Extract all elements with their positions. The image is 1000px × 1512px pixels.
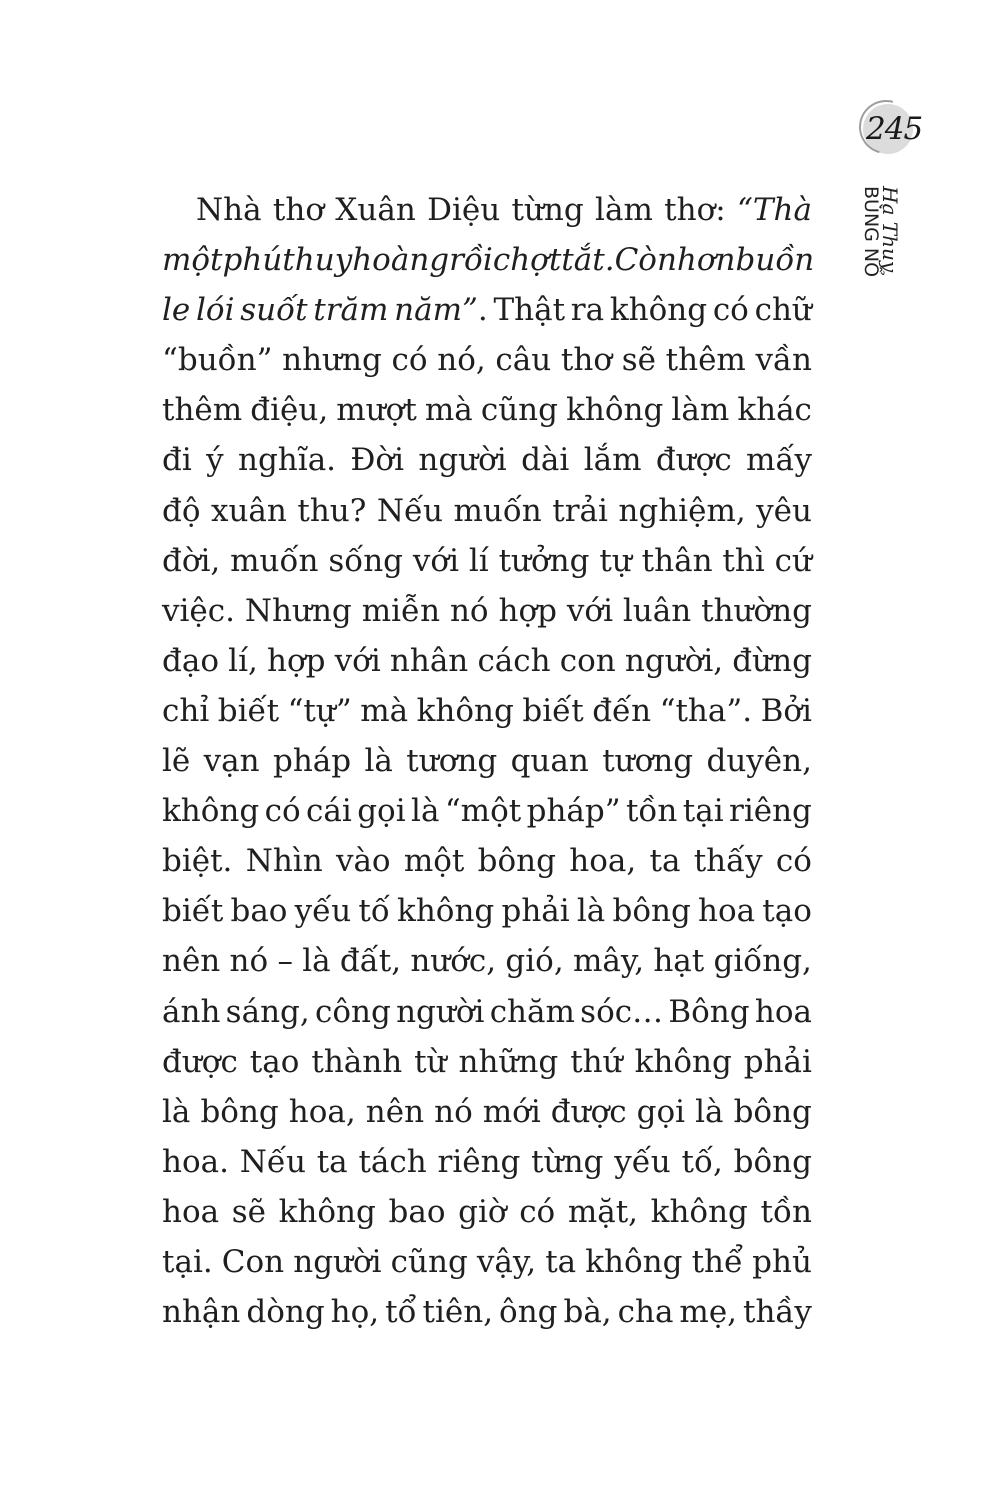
word: hoa, [288,1093,356,1130]
word: ánh [162,993,221,1030]
word: tiên, [422,1294,494,1331]
word: nghĩa. [238,442,337,479]
word: mấy [746,442,812,479]
word: nghiệm, [618,492,746,529]
word: Nếu [376,492,444,529]
word: biết [522,692,584,729]
word: yếu [294,893,352,930]
word: muốn [230,542,319,579]
word: chợt [492,242,562,279]
word: trải [552,492,608,529]
word: tương [602,743,694,780]
word: riêng [437,1143,521,1180]
word: nước, [410,943,497,980]
word: nó [434,1093,473,1130]
word: bao [388,1193,446,1230]
word: nên [365,1093,425,1130]
word: một [162,242,223,279]
word: sáng, [225,993,310,1030]
word: bao [230,893,288,930]
page-number: 245 [866,111,923,147]
word: Bông [668,993,750,1030]
word: tạo [762,893,812,930]
word: cha [617,1294,674,1331]
word: câu [495,342,552,379]
word: phải [501,893,570,930]
word: công [314,993,391,1030]
word: những [458,1043,559,1080]
word: Nếu [239,1143,306,1180]
word: nó [229,943,269,980]
text-line [162,1237,812,1287]
body-text [162,185,815,1337]
word: nó [449,592,489,629]
word: duyên, [706,743,812,780]
word: người [396,993,485,1030]
word: phút [222,242,295,279]
word: năm”. [394,292,488,329]
word: thứ [570,1043,623,1080]
word: đạo [162,642,219,679]
text-line [162,736,812,786]
word: thể [691,1243,744,1280]
word: pháp [272,743,352,780]
word: không [397,893,495,930]
text-line [162,536,812,586]
word: với [566,592,613,629]
word: rồi [449,242,493,279]
word: ta [545,1243,577,1280]
word: họ, [330,1294,380,1331]
word: lí, [228,642,258,679]
word: không [416,692,514,729]
text-line [162,285,812,335]
text-line [162,486,812,536]
word: hợp [498,592,557,629]
word: bông [612,893,691,930]
word: sẽ [231,1193,267,1230]
text-line [162,385,812,435]
word: gọi [357,793,406,830]
word: biệt. [162,843,233,880]
word: giờ [458,1193,507,1230]
word: dòng [246,1294,325,1331]
word: tồn [760,1193,812,1230]
word: cái [306,793,352,830]
word: pháp” [526,793,621,830]
word: độ [162,492,201,529]
word: Nhà [196,192,262,228]
word: chăm [489,993,575,1030]
word: giống, [713,943,812,980]
word: – [277,943,293,980]
word: hoa [697,893,756,930]
word: tưởng [498,542,590,579]
word: “một [444,793,522,830]
word: tồn [625,793,678,830]
word: hoa. [162,1143,229,1180]
word: là [411,793,440,830]
word: Đời [350,442,404,479]
word: không [634,1043,732,1080]
word: với [412,542,459,579]
word: có [264,793,301,830]
word: có [391,342,428,379]
word: vào [335,843,391,880]
word: “Thà [737,192,812,228]
word: thành [311,1043,403,1080]
word: ta [649,843,681,880]
word: hoa [754,993,812,1030]
word: mây, [572,943,645,980]
word: bông [733,1143,812,1180]
word: khác [737,392,812,429]
word: điệu, [250,392,329,429]
text-line [162,435,812,485]
word: mặt, [567,1193,639,1230]
word: được [162,1043,238,1080]
word: Thật [493,292,566,329]
word: nên [162,943,221,980]
word: lắm [583,442,642,479]
word: đất, [339,943,402,980]
text-line [162,1187,812,1237]
word: vậy, [476,1243,537,1280]
text-line [162,636,812,686]
word: bà, [563,1294,612,1331]
word: tổ [385,1294,417,1331]
word: dài [521,442,570,479]
word: từng [511,192,584,228]
word: thơ [560,342,613,379]
word: tương [406,743,498,780]
word: mới [482,1093,541,1130]
word: là [302,943,331,980]
word: làm [595,192,653,228]
word: huy [294,242,353,279]
word: đến [592,692,652,729]
word: biết [162,893,224,930]
word: quan [510,743,589,780]
word: đi [162,442,192,479]
word: “tự” [287,692,352,729]
text-line [162,235,815,285]
word: sóc… [580,993,664,1030]
word: nhưng [282,342,382,379]
word: nhận [162,1294,241,1331]
word: Còn [614,242,677,279]
word: cũng [480,392,558,429]
word: từ [414,1043,447,1080]
word: suốt [240,292,308,329]
word: hoa, [569,843,637,880]
word: Nhưng [244,592,352,629]
word: vần [755,342,812,379]
word: con [559,642,616,679]
word: có [519,1193,556,1230]
author-signature: Hạ Thuy [878,186,902,273]
word: không [650,1193,748,1230]
word: phải [743,1043,812,1080]
text-line [162,586,812,636]
word: làm [671,392,730,429]
word: không [162,793,260,830]
word: muốn [453,492,542,529]
word: phủ [752,1243,812,1280]
running-head [860,186,900,286]
word: một [403,843,465,880]
word: hạt [653,943,705,980]
word: lí [468,542,489,579]
word: tách [358,1143,427,1180]
word: mẹ, [679,1294,738,1331]
word: không [585,1243,683,1280]
book-title: BÙNG NỔ [860,186,882,278]
word: lói [196,292,235,329]
word: gọi [636,1093,686,1130]
word: thì [722,542,765,579]
word: thu? [297,492,367,529]
word: tạo [249,1043,300,1080]
text-line [162,1087,812,1137]
word: vạn [203,743,260,780]
word: “tha”. [659,692,753,729]
word: với [334,642,381,679]
word: thường [701,592,812,629]
word: thầy [743,1294,812,1331]
word: trăm [313,292,389,329]
word: bông [477,843,556,880]
word: luân [622,592,692,629]
word: buồn [735,242,815,279]
text-line [162,936,812,986]
word: Bởi [760,692,812,729]
word: mượt [336,392,417,429]
word: gió, [505,943,564,980]
word: thêm [162,392,243,429]
word: đời, [162,542,221,579]
text-line [162,1137,812,1187]
word: riêng [729,793,812,830]
word: cũng [390,1243,468,1280]
word: được [550,1093,627,1130]
word: lẽ [162,743,191,780]
word: mà [360,692,409,729]
text-line [162,886,812,936]
word: “buồn” [162,342,273,379]
word: người [293,1243,382,1280]
word: ta [316,1143,348,1180]
word: tắt. [561,242,615,279]
word: biết [217,692,280,729]
word: là [576,893,606,930]
word: cách [477,642,551,679]
word: Nhìn [245,843,323,880]
word: tố, [681,1143,723,1180]
word: việc. [162,592,235,629]
word: nó, [437,342,486,379]
word: hơn [676,242,736,279]
word: thơ: [664,192,726,228]
word: thấy [693,843,763,880]
text-line [162,185,812,235]
word: nhân [389,642,469,679]
word: chữ [754,292,812,329]
word: thêm [665,342,746,379]
word: là [364,743,393,780]
word: sẽ [621,342,656,379]
word: người, [624,642,724,679]
word: yếu [614,1143,671,1180]
word: có [775,843,812,880]
text-line [162,335,812,385]
word: hoàng [352,242,450,279]
word: tại. [162,1243,213,1280]
word: không [609,292,708,329]
word: không [278,1193,376,1230]
word: thân [641,542,713,579]
word: tố [358,893,390,930]
word: mà [424,392,473,429]
text-line [162,836,812,886]
word: ra [570,292,605,329]
word: là [162,1093,191,1130]
word: xuân [210,492,287,529]
word: từng [531,1143,604,1180]
word: được [655,442,732,479]
word: hợp [267,642,326,679]
word: bông [200,1093,279,1130]
word: Con [221,1243,285,1280]
text-line [162,1287,812,1337]
word: thơ [272,192,324,228]
word: le [162,292,191,329]
word: có [712,292,749,329]
word: tự [599,542,632,579]
text-line [162,786,812,836]
word: chỉ [162,692,210,729]
word: bông [733,1093,812,1130]
word: miễn [361,592,441,629]
word: không [566,392,664,429]
word: hoa [162,1193,220,1230]
word: là [695,1093,724,1130]
word: Diệu [427,192,501,228]
word: ý [206,442,224,479]
word: tại [682,793,724,830]
text-line [162,1037,812,1087]
text-line [162,987,812,1037]
word: cứ [774,542,812,579]
text-line [162,686,812,736]
word: sống [328,542,404,579]
word: Xuân [335,192,416,228]
word: ông [499,1294,558,1331]
word: đừng [732,642,812,679]
word: yêu [756,492,812,529]
word: người [418,442,507,479]
